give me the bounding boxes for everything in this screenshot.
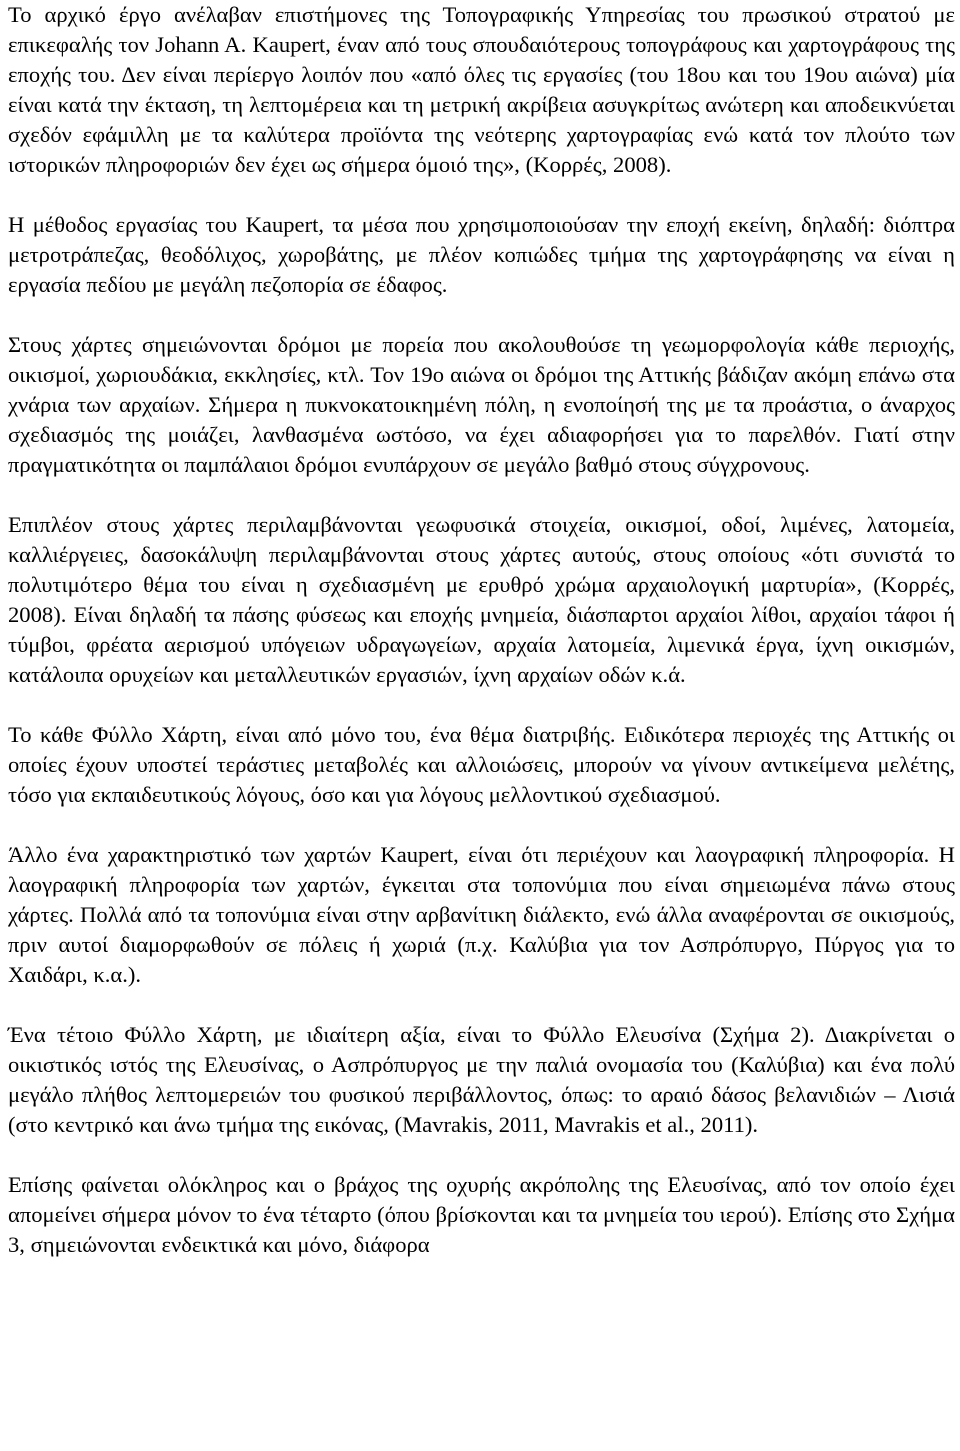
document-page: [8, 0, 955, 1260]
paragraph-roads: Στους χάρτες σημειώνονται δρόμοι με πορεία που ακολουθούσε τη γεωμορφολογία κάθε περιοχής, οικισμοί, χωριουδάκια, εκκλησίες, κτλ. Τον 19ο αιώνα οι δρόμοι της Αττικής βάδιζαν ακόμη επάνω στα χνάρια των αρχαίων. Σήμερα η πυκνοκατοικημένη πόλη, η ενοποίησή της με τα προάστια, ο άναρχος σχεδιασμός της μοιάζει, λανθασμένα ωστόσο, να έχει αδιαφορήσει για το παρελθόν. Γιατί στην πραγματικότητα οι παμπάλαιοι δρόμοι ενυπάρχουν σε μεγάλο βαθμό στους σύγχρονους.: [8, 332, 955, 477]
paragraph-map-sheet-thesis: Το κάθε Φύλλο Χάρτη, είναι από μόνο του, ένα θέμα διατριβής. Ειδικότερα περιοχές της Αττικής οι οποίες έχουν υποστεί τεράστιες μεταβολές και αλλοιώσεις, μπορούν να γίνουν αντικείμενα μελέτης, τόσο για εκπαιδευτικούς λόγους, όσο και για λόγους μελλοντικού σχεδιασμού.: [8, 722, 955, 807]
paragraph-work-method: Η μέθοδος εργασίας του Kaupert, τα μέσα που χρησιμοποιούσαν την εποχή εκείνη, δηλαδή: διόπτρα μετροτράπεζας, θεοδόλιχος, χωροβάτης, με πλέον κοπιώδες τμήμα της χαρτογράφησης να είναι η εργασία πεδίου με μεγάλη πεζοπορία σε έδαφος.: [8, 212, 955, 297]
paragraph-eleusis-sheet: Ένα τέτοιο Φύλλο Χάρτη, με ιδιαίτερη αξία, είναι το Φύλλο Ελευσίνα (Σχήμα 2). Διακρίνεται ο οικιστικός ιστός της Ελευσίνας, ο Ασπρόπυργος με την παλιά ονομασία του (Καλύβια) και ένα πολύ μεγάλο πλήθος λεπτομερειών του φυσικού περιβάλλοντος, όπως: το αραιό δάσος βελανιδιών – Λισιά (στο κεντρικό και άνω τμήμα της εικόνας, (Mavrakis, 2011, Mavrakis et al., 2011).: [8, 1022, 955, 1137]
paragraph-kaupert-intro: Το αρχικό έργο ανέλαβαν επιστήμονες της Τοπογραφικής Υπηρεσίας του πρωσικού στρατού με επικεφαλής τον Johann A. Kaupert, έναν από τους σπουδαιότερους τοπογράφους και χαρτογράφους της εποχής του. Δεν είναι περίεργο λοιπόν που «από όλες τις εργασίες (του 18ου και του 19ου αιώνα) μία είναι κατά την έκταση, τη λεπτομέρεια και τη μετρική ακρίβεια ασυγκρίτως ανώτερη και αποδεικνύεται σχεδόν εφάμιλλη με τα καλύτερα προϊόντα της νεότερης χαρτογραφίας ενώ κατά τον πλούτο των ιστορικών πληροφοριών δεν έχει ως σήμερα όμοιό της», (Κορρές, 2008).: [8, 2, 955, 177]
paragraph-geophysical-elements: Επιπλέον στους χάρτες περιλαμβάνονται γεωφυσικά στοιχεία, οικισμοί, οδοί, λιμένες, λατομεία, καλλιέργειες, δασοκάλυψη περιλαμβάνονται στους χάρτες αυτούς, στους οποίους «ότι συνιστά το πολυτιμότερο θέμα του είναι η σχεδιασμένη με ερυθρό χρώμα αρχαιολογική μαρτυρία», (Κορρές, 2008). Είναι δηλαδή τα πάσης φύσεως και εποχής μνημεία, διάσπαρτοι αρχαίοι λίθοι, αρχαίοι τάφοι ή τύμβοι, φρέατα αερισμού υπόγειων υδραγωγείων, αρχαία λατομεία, λιμενικά έργα, ίχνη οικισμών, κατάλοιπα ορυχείων και μεταλλευτικών εργασιών, ίχνη αρχαίων οδών κ.ά.: [8, 512, 955, 687]
paragraph-acropolis-rock: Επίσης φαίνεται ολόκληρος και ο βράχος της οχυρής ακρόπολης της Ελευσίνας, από τον οποίο έχει απομείνει σήμερα μόνον το ένα τέταρτο (όπου βρίσκονται και τα μνημεία του ιερού). Επίσης στο Σχήμα 3, σημειώνονται ενδεικτικά και μόνο, διάφορα: [8, 1172, 955, 1257]
paragraph-folklore-information: Άλλο ένα χαρακτηριστικό των χαρτών Kaupert, είναι ότι περιέχουν και λαογραφική πληροφορία. Η λαογραφική πληροφορία των χαρτών, έγκειται στα τοπονύμια που είναι σημειωμένα πάνω στους χάρτες. Πολλά από τα τοπονύμια είναι στην αρβανίτικη διάλεκτο, ενώ άλλα αναφέρονται σε οικισμούς, πριν αυτοί διαμορφωθούν σε πόλεις ή χωριά (π.χ. Καλύβια για τον Ασπρόπυργο, Πύργος για το Χαιδάρι, κ.α.).: [8, 842, 955, 987]
